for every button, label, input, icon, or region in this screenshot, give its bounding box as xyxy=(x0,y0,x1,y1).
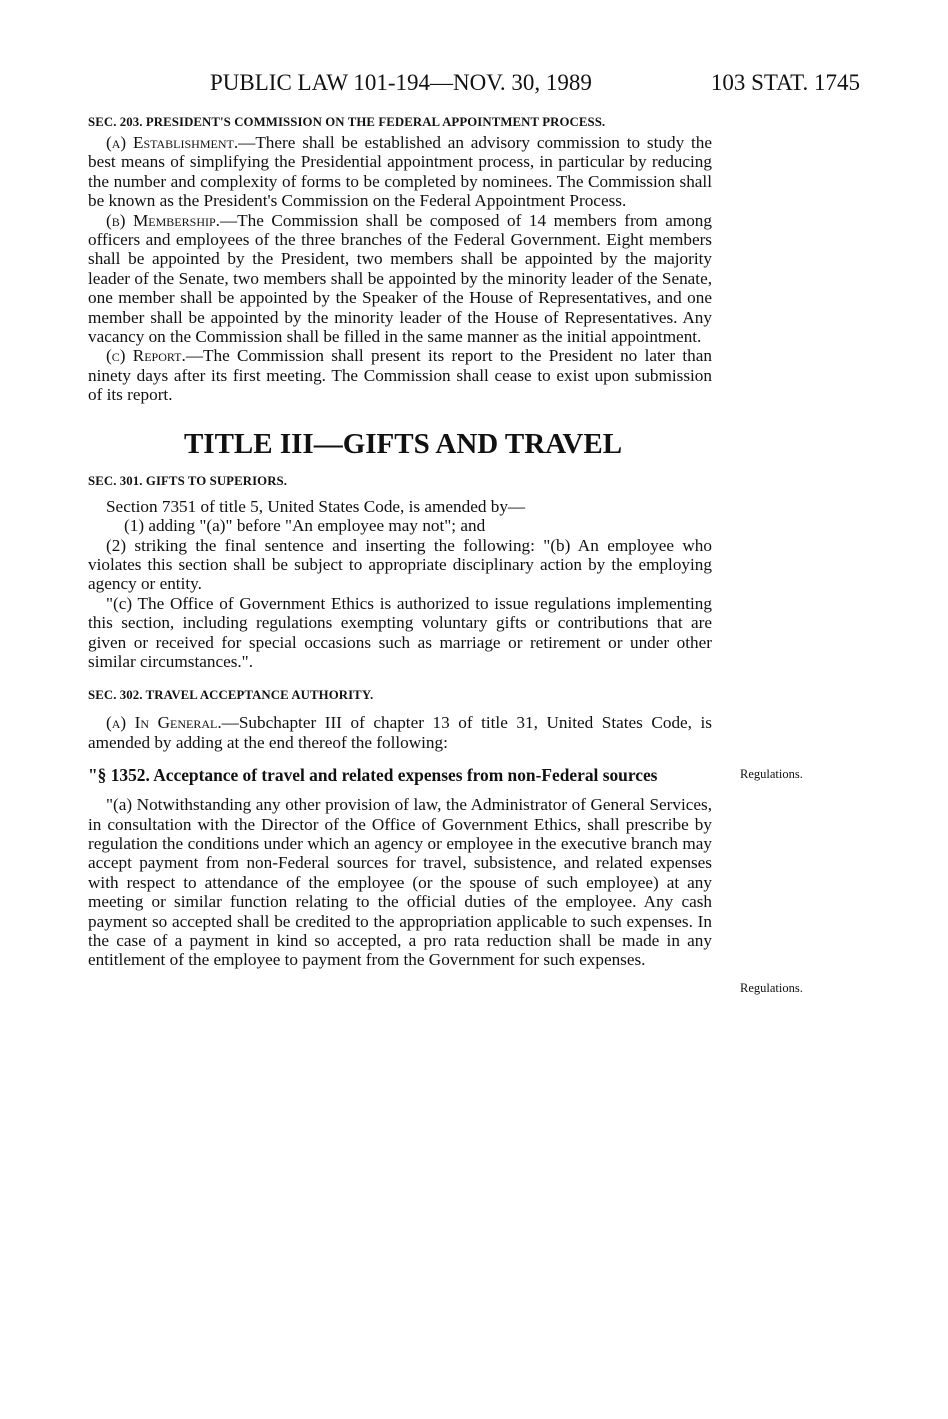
sec-203-b-text: —The Commission shall be composed of 14 members from among officers and employees of the three branches of the Federal Government. Eight members shall be appointed by the President, two members shall be appointed by the majority leader of the Senate, two members shall be appointed by the minority leader of the Senate, one member shall be appointed by the Speaker of the House of Representatives, and one member shall be appointed by the minority leader of the House of Representatives. Any vacancy on the Commission shall be filled in the same manner as the initial appointment. xyxy=(88,210,712,347)
sec-301-heading: SEC. 301. GIFTS TO SUPERIORS. xyxy=(88,473,288,488)
sec-301-item-3: "(c) The Office of Government Ethics is authorized to issue regulations implementing this section, including regulations exempting voluntary gifts or contributions that are given or received for special occasions such as marriage or retirement or under other similar circumstances.". xyxy=(88,593,712,671)
sec-203-a-paragraph xyxy=(88,133,712,211)
sec-203-b-label: (b) Membership. xyxy=(106,210,220,230)
statute-page-number: 103 STAT. 1745 xyxy=(710,70,860,95)
margin-note-regulations-301: Regulations. xyxy=(740,767,803,781)
sec-203-b-paragraph xyxy=(88,211,712,347)
section-1352-a-paragraph: "(a) Notwithstanding any other provision of law, the Administrator of General Services, in consultation with the Director of the Office of Government Ethics, shall prescribe by regulation the conditions under which an agency or employee in the executive branch may accept payment from non-Federal sources for travel, subsistence, and related expenses with respect to attendance of the employee (or the spouse of such employee) at any meeting or similar function relating to the official duties of the employee. Any cash payment so accepted shall be credited to the appropriation applicable to such expenses. In the case of a payment in kind so accepted, a pro rata reduction shall be made in any entitlement of the employee to payment from the Government for such expenses. xyxy=(88,795,712,970)
sec-301-item-2: (2) striking the final sentence and inserting the following: "(b) An employee who violates this section shall be subject to appropriate disciplinary action by the employing agency or entity. xyxy=(88,535,712,594)
sec-203-heading: SEC. 203. PRESIDENT'S COMMISSION ON THE FEDERAL APPOINTMENT PROCESS. xyxy=(88,115,606,129)
section-1352-heading: "§ 1352. Acceptance of travel and related expenses from non-Federal sources xyxy=(88,765,658,786)
margin-note-regulations-302: Regulations. xyxy=(740,981,803,995)
main-text-column xyxy=(88,114,712,970)
sec-203-c-label: (c) Report. xyxy=(106,346,186,366)
sec-302-a-paragraph xyxy=(88,713,712,752)
sec-203-a-text: —There shall be established an advisory commission to study the best means of simplifying the Presidential appointment process, in particular by reducing the number and complexity of forms to be completed by nominees. The Commission shall be known as the President's Commission on the Federal Appointment Process. xyxy=(88,133,712,211)
sec-203-a-label: (a) Establishment. xyxy=(106,133,239,152)
sec-301-intro: Section 7351 of title 5, United States Code, is amended by— xyxy=(106,496,526,516)
title-iii-heading: TITLE III—GIFTS AND TRAVEL xyxy=(183,427,623,460)
sec-302-a-label: (a) In General. xyxy=(106,713,222,733)
sec-203-c-text: —The Commission shall present its report to the President no later than ninety days after its first meeting. The Commission shall cease to exist upon submission of its report. xyxy=(88,346,712,405)
sec-302-a-text: —Subchapter III of chapter 13 of title 31, United States Code, is amended by adding at the end thereof the following: xyxy=(88,713,712,752)
sec-301-item-1: (1) adding "(a)" before "An employee may not"; and xyxy=(124,516,486,536)
public-law-title: PUBLIC LAW 101-194—NOV. 30, 1989 xyxy=(210,70,592,95)
sec-302-heading: SEC. 302. TRAVEL ACCEPTANCE AUTHORITY. xyxy=(88,688,374,703)
sec-203-c-paragraph xyxy=(88,346,712,404)
running-header xyxy=(210,66,860,100)
